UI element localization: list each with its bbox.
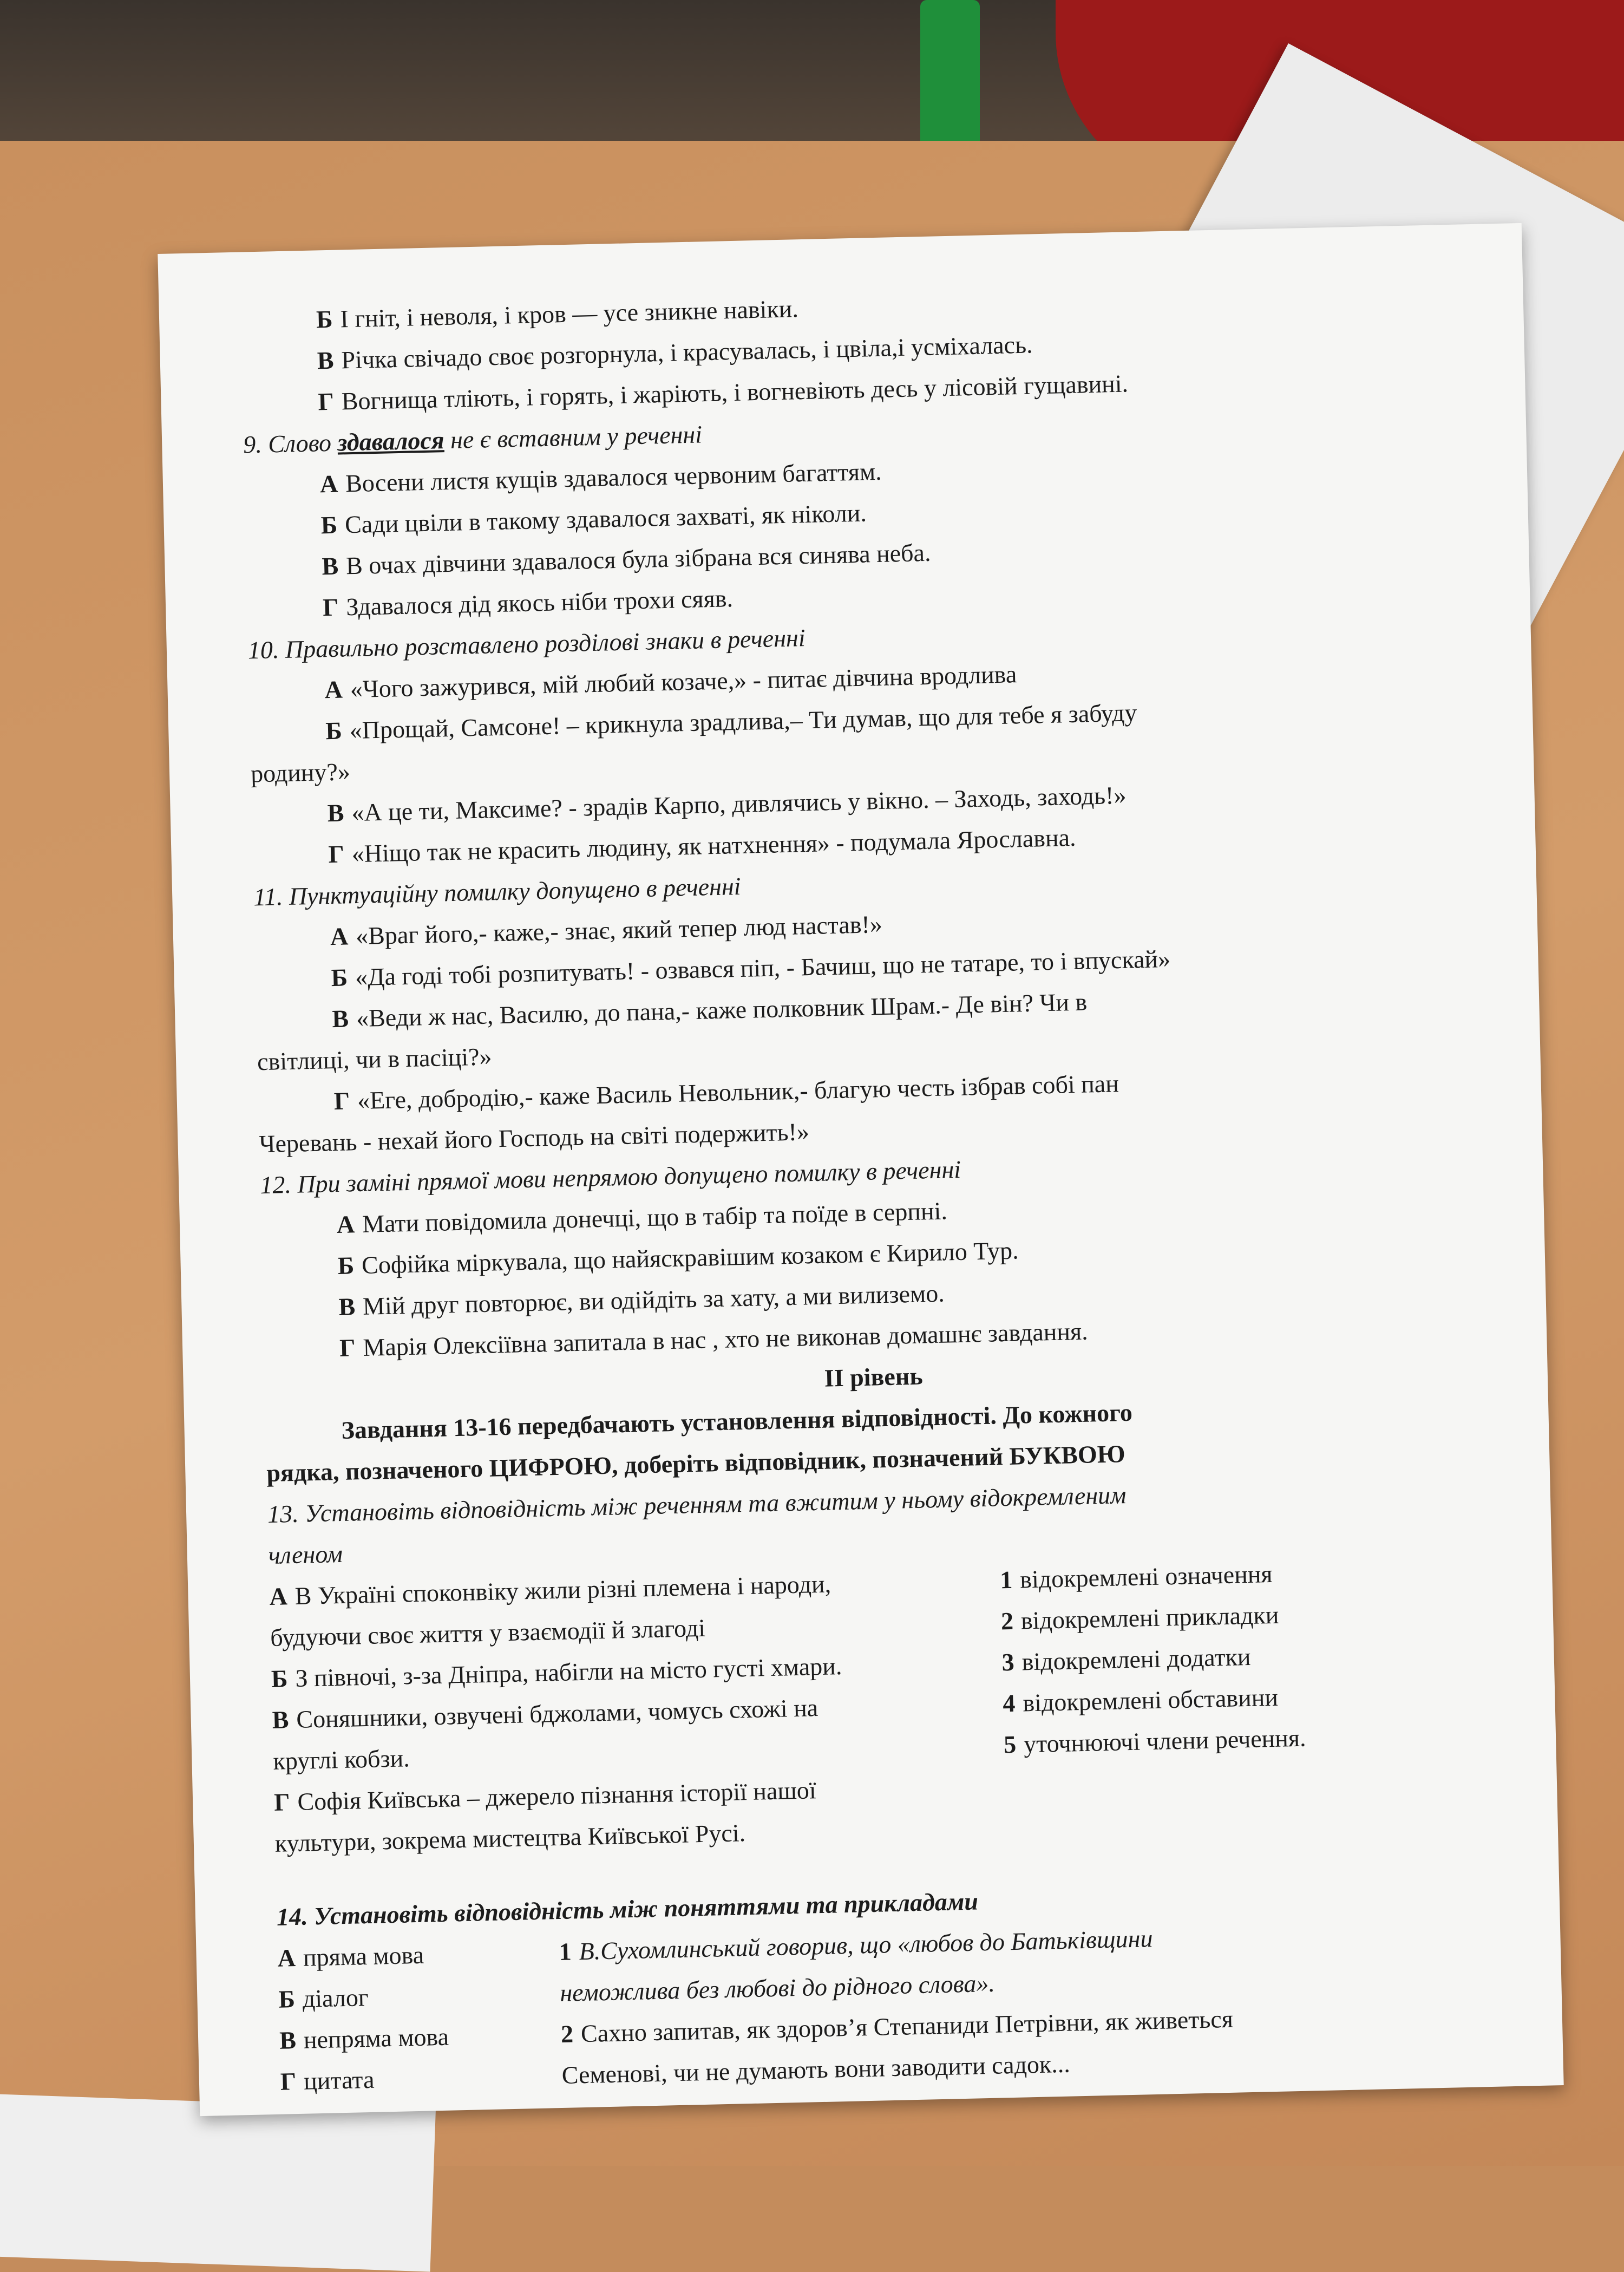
option-line: В Мій друг повторює, ви одійдіть за хату, а ми вилиземо. [338,1279,945,1321]
question-11-title: 11. Пунктуаційну помилку допущено в реченні [253,872,742,911]
question-10-title: 10. Правильно розставлено розділові знаки в реченні [247,624,806,664]
instructions-line: рядка, позначеного ЦИФРОЮ, доберіть відповідник, позначений БУКВОЮ [266,1440,1126,1487]
option-line: Б «Да годі тобі розпитувать! - озвався піп, - Бачиш, що не татаре, то і впускай» [331,944,1171,992]
option-line: Б Сади цвіли в такому здавалося захваті, як ніколи. [320,499,867,539]
option-line: В В очах дівчини здавалося була зібрана вся синява неба. [321,538,931,580]
sentence-line: Г Софія Київська – джерело пізнання історії нашої [273,1776,817,1816]
option-line: А «Чого зажурився, мій любий козаче,» - питає дівчина вродлива [324,660,1017,704]
question-13-sentences [269,1559,1006,1864]
level-heading: ІІ рівень [824,1362,924,1392]
answer-line: 3 відокремлені додатки [1001,1642,1251,1676]
test-sheet [158,223,1563,2116]
answer-line: 4 відокремлені обставини [1002,1683,1279,1718]
question-14-columns [277,1910,1498,2103]
concept-line: В непряма мова [279,2022,449,2054]
answer-line: 2 відокремлені прикладки [1000,1601,1279,1635]
instructions-line: Завдання 13-16 передбачають установлення відповідності. До кожного [341,1398,1133,1444]
option-line: Б «Прощай, Самсоне! – крикнула зрадлива,– Ти думав, що для тебе я забуду [325,698,1137,745]
concept-line: А пряма мова [277,1941,424,1972]
example-line: 2 Сахно запитав, як здоров’я Степаниди Петрівни, як живеться [560,2005,1234,2048]
question-13-title: 13. Установіть відповідність між реченням та вжитим у ньому відокремленим [267,1481,1127,1529]
question-13-title-cont: членом [268,1539,343,1569]
concept-line: Г цитата [280,2065,375,2095]
option-continuation: світлиці, чи в пасіці?» [257,1042,493,1076]
question-14-title: 14. Установіть відповідність між поняттями та прикладами [276,1887,979,1931]
option-line: А «Враг його,- каже,- знає, який тепер люд настав!» [330,910,883,951]
example-line: Семенові, чи не думають вони заводити садок... [561,2049,1071,2089]
option-line: Г Вогнища тліють, і горять, і жаріють, і вогневіють десь у лісовій гущавині. [317,369,1129,416]
sheet-content [240,273,1498,2103]
question-13-columns [269,1549,1493,1864]
option-line: Г Марія Олексіївна запитала в нас , хто не виконав домашнє завдання. [339,1317,1089,1362]
option-line: Г «Ніщо так не красить людину, як натхнення» - подумала Ярославна. [328,823,1076,869]
bottom-paper-sheet [0,2092,436,2271]
question-9-title: 9. Слово здавалося не є вставним у реченні [243,420,703,459]
sentence-line: круглі кобзи. [272,1744,410,1775]
sentence-line: А В Україні споконвіку жили різні племена і народи, [269,1570,831,1610]
sentence-line: будуючи своє життя у взаємодії й злагоді [270,1614,706,1651]
option-line: Б І гніт, і неволя, і кров — усе зникне навіки. [316,295,799,334]
option-continuation: родину?» [250,758,351,788]
option-line: Б Софійка міркувала, що найяскравішим козаком є Кирило Тур. [337,1236,1019,1279]
option-line: Г Здавалося дід якось ніби трохи сяяв. [322,584,734,622]
example-line: неможлива без любові до рідного слова». [559,1969,996,2007]
concept-line: Б діалог [278,1983,369,2013]
option-line: В «Веди ж нас, Василю, до пана,- каже полковник Шрам.- Де він? Чи в [331,988,1088,1033]
example-line: 1 В.Сухомлинський говорив, що «любов до Батьківщини [559,1924,1153,1966]
option-line: В «А це ти, Максиме? - зрадів Карпо, дивлячись у вікно. – Заходь, заходь!» [327,781,1127,827]
sentence-line: В Соняшники, озвучені бджолами, чомусь схожі на [272,1694,818,1734]
option-line: А Восени листя кущів здавалося червоним багаттям. [319,457,882,498]
sentence-line: Б З півночі, з-за Дніпра, набігли на місто густі хмари. [271,1652,842,1693]
question-12-title: 12. При заміні прямої мови непрямою допущено помилку в реченні [259,1155,961,1199]
option-continuation: Черевань - нехай його Господь на світі подержить!» [259,1118,810,1158]
question-14-concepts [277,1931,562,2103]
option-line: Г «Еге, добродію,- каже Василь Невольник,- благую честь ізбрав собі пан [333,1069,1119,1115]
sentence-line: культури, зокрема мистецтва Київської Русі. [274,1819,746,1857]
option-line: А Мати повідомила донечці, що в табір та поїде в серпні. [336,1197,948,1238]
answer-line: 1 відокремлені означення [999,1559,1273,1594]
option-line: В Річка свічадо своє розгорнула, і красувалась, і цвіла,і усміхалась. [317,330,1033,375]
question-14-examples [559,1910,1482,2095]
question-13-answers [999,1549,1493,1847]
answer-line: 5 уточнюючі члени речення. [1003,1723,1307,1759]
